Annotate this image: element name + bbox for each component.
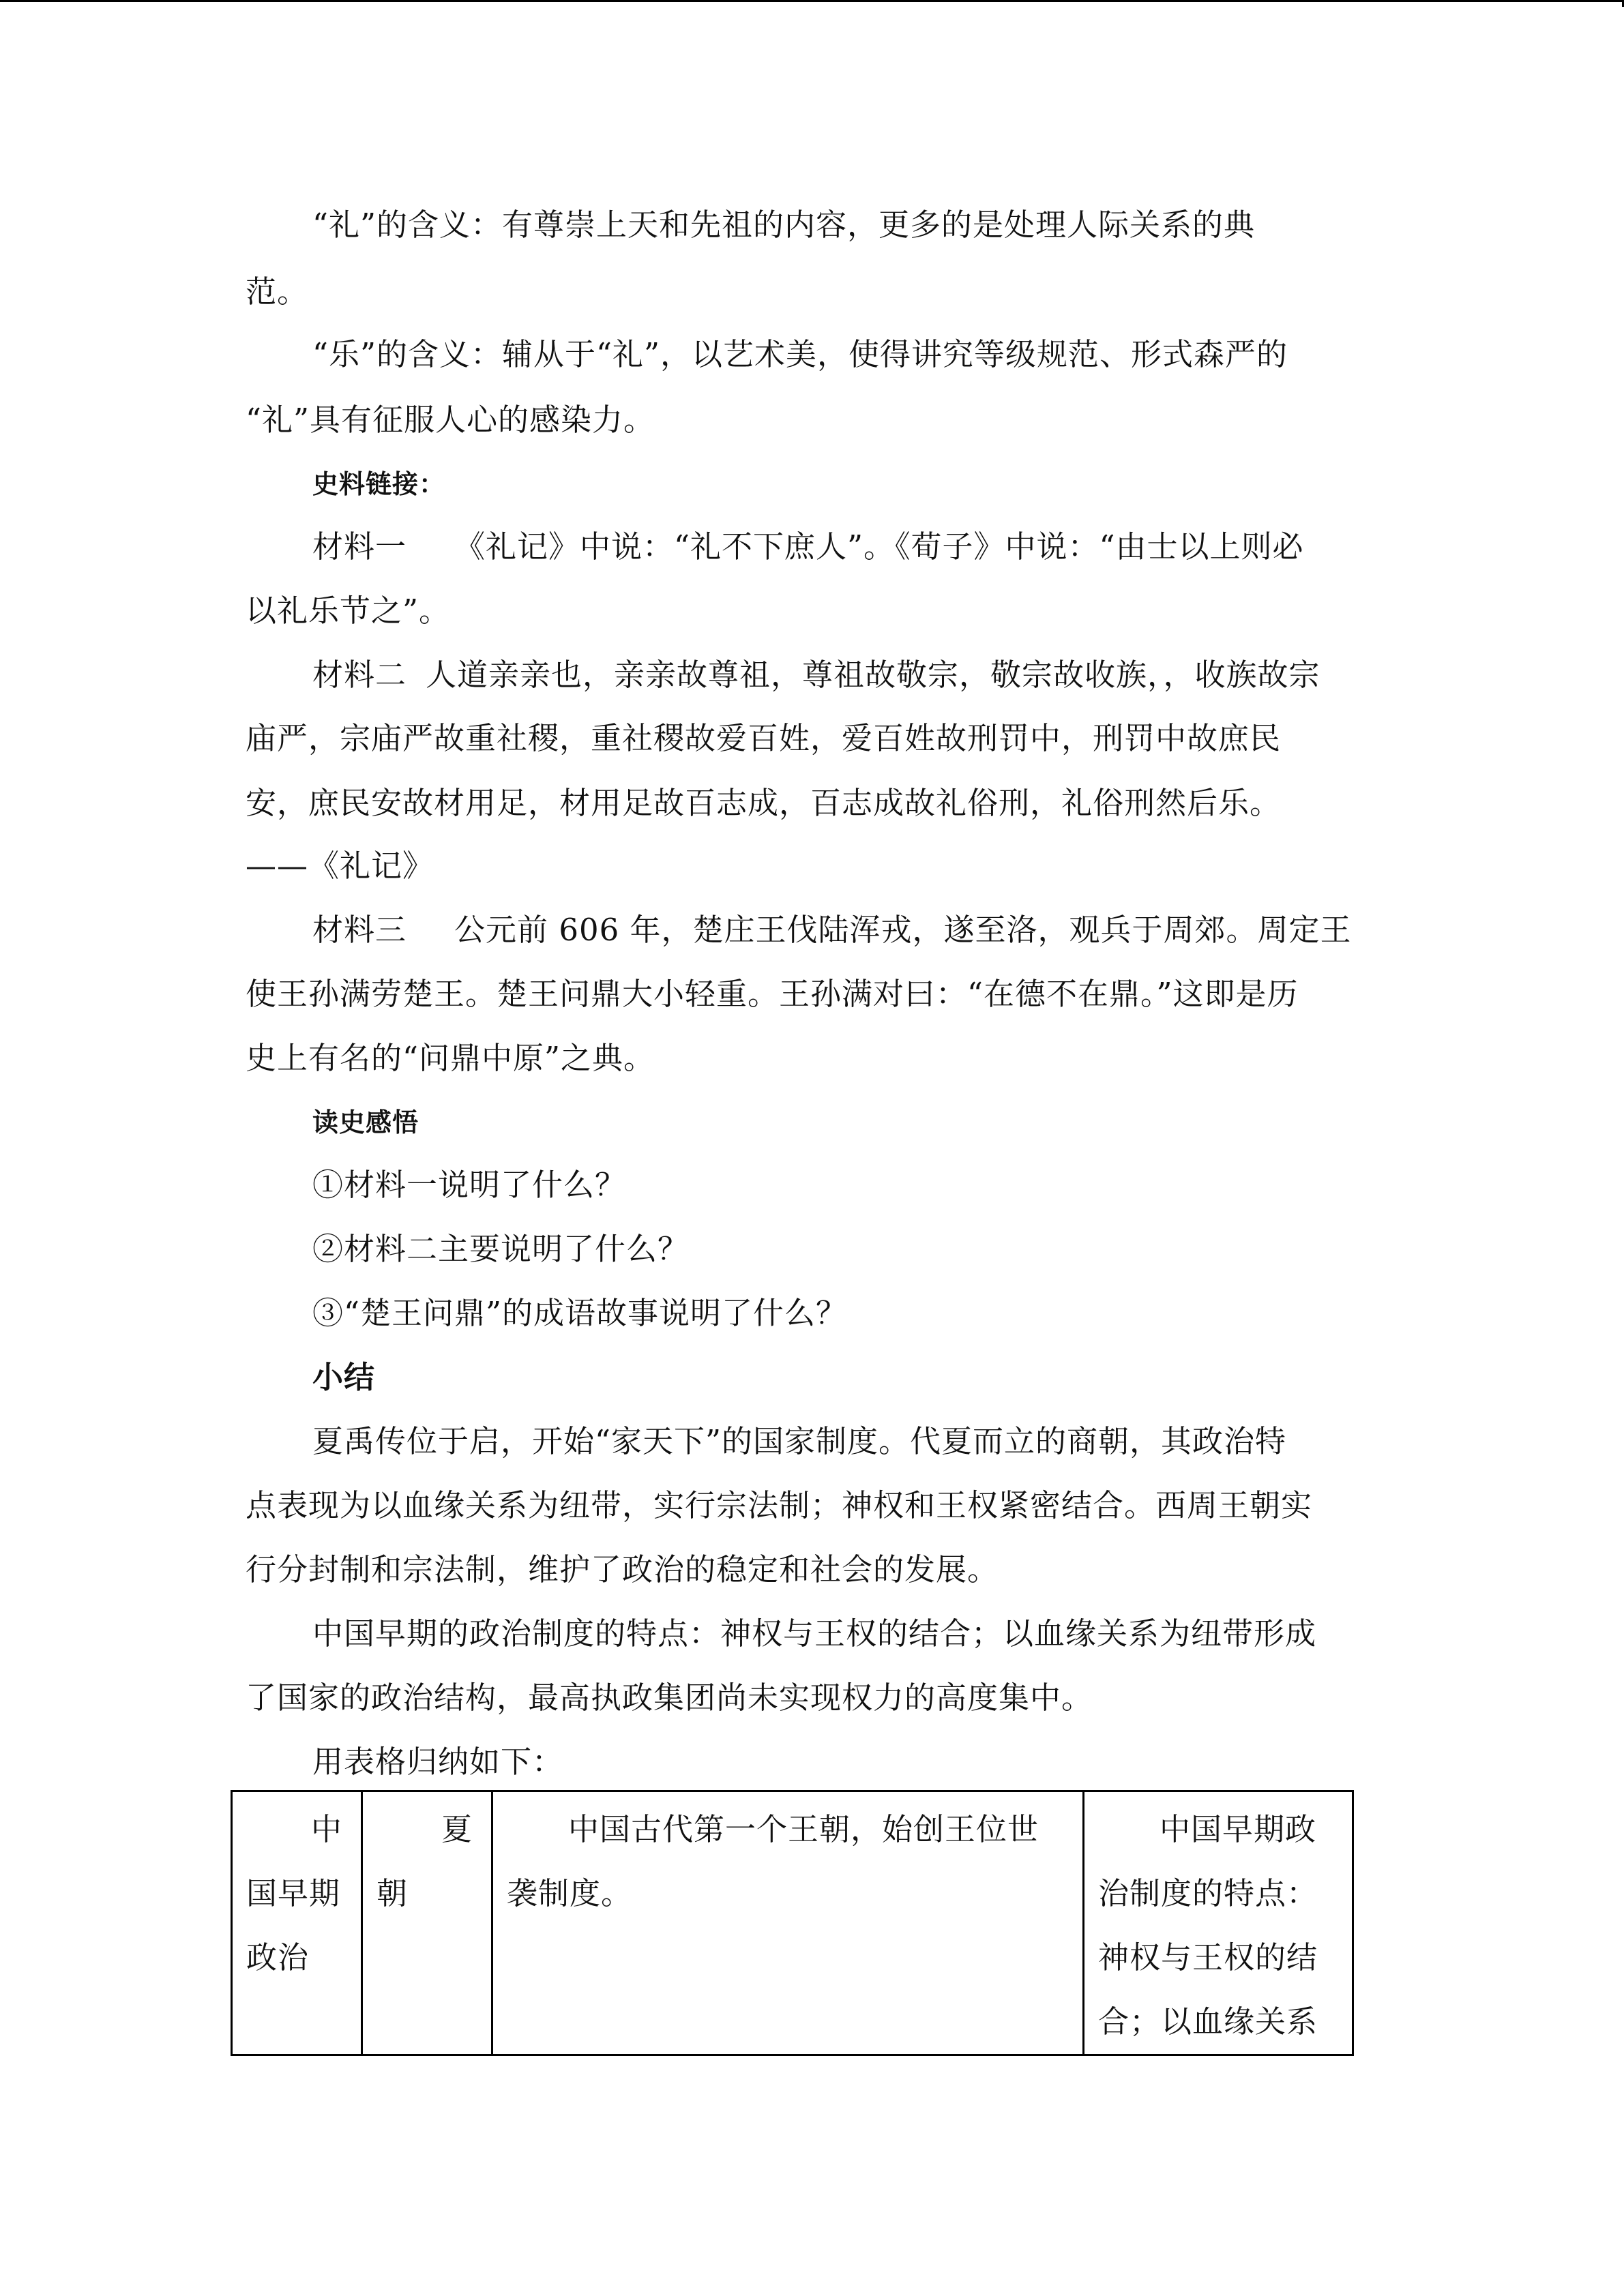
question-three: ③“楚王问鼎”的成语故事说明了什么？ [312, 1295, 848, 1331]
summary-para-1-line-3: 行分封制和宗法制，维护了政治的稳定和社会的发展。 [246, 1551, 999, 1587]
material-two-line-1 [312, 655, 1320, 696]
summary-table [231, 1790, 1354, 2056]
reading-insight-heading: 读史感悟 [312, 1107, 419, 1137]
summary-heading: 小结 [312, 1359, 376, 1395]
question-one: ①材料一说明了什么？ [312, 1167, 627, 1203]
material-one-text-1: 《礼记》中说：“礼不下庶人”。《荀子》中说：“由士以上则必 [454, 528, 1304, 565]
source-link-heading: 史料链接： [312, 468, 446, 499]
li-meaning-line-1: “礼”的含义：有尊崇上天和先祖的内容，更多的是处理人际关系的典 [312, 207, 1256, 243]
material-two-line-2: 庙严，宗庙严故重社稷，重社稷故爱百姓，爱百姓故刑罚中，刑罚中故庶民 [246, 720, 1282, 756]
table-row [232, 1791, 1353, 2055]
yue-meaning-line-2: “礼”具有征服人心的感染力。 [246, 402, 655, 438]
material-one-label: 材料一 [312, 528, 407, 565]
yue-meaning-line-1: “乐”的含义：辅从于“礼”，以艺术美，使得讲究等级规范、形式森严的 [312, 336, 1288, 372]
table-cell-early-politics: 中国早期政治 [232, 1791, 362, 2055]
summary-para-1-line-2: 点表现为以血缘关系为纽带，实行宗法制；神权和王权紧密结合。西周王朝实 [246, 1487, 1313, 1523]
li-meaning-line-2: 范。 [246, 273, 309, 310]
material-two-source: ——《礼记》 [246, 848, 434, 884]
material-three-line-3: 史上有名的“问鼎中原”之典。 [246, 1040, 655, 1076]
summary-para-2-line-2: 了国家的政治结构，最高执政集团尚未实现权力的高度集中。 [246, 1680, 1093, 1716]
material-three-line-2: 使王孙满劳楚王。楚王问鼎大小轻重。王孙满对曰：“在德不在鼎。”这即是历 [246, 976, 1299, 1012]
material-one-line-1 [312, 526, 1304, 567]
material-three-label: 材料三 [312, 912, 407, 948]
material-two-line-3: 安，庶民安故材用足，材用足故百志成，百志成故礼俗刑，礼俗刑然后乐。 [246, 785, 1282, 821]
summary-para-2-line-1: 中国早期的政治制度的特点：神权与王权的结合；以血缘关系为纽带形成 [312, 1615, 1317, 1652]
table-cell-xia: 夏朝 [362, 1791, 492, 2055]
material-three-text-1: 公元前 606 年，楚庄王伐陆浑戎，遂至洛，观兵于周郊。周定王 [454, 912, 1352, 948]
material-one-line-2: 以礼乐节之”。 [246, 593, 451, 629]
material-three-line-1 [312, 910, 1352, 951]
material-two-label: 材料二 [312, 657, 407, 693]
table-cell-xia-description: 中国古代第一个王朝，始创王位世袭制度。 [492, 1791, 1084, 2055]
summary-para-1-line-1: 夏禹传位于启，开始“家天下”的国家制度。代夏而立的商朝，其政治特 [312, 1423, 1287, 1459]
question-two: ②材料二主要说明了什么？ [312, 1231, 690, 1267]
table-intro: 用表格归纳如下： [312, 1744, 564, 1780]
material-two-text-1: 人道亲亲也，亲亲故尊祖，尊祖故敬宗，敬宗故收族，，收族故宗 [426, 657, 1320, 693]
table-cell-characteristics: 中国早期政治制度的特点：神权与王权的结合；以血缘关系 [1084, 1791, 1353, 2055]
page-top-border [0, 0, 1624, 2]
